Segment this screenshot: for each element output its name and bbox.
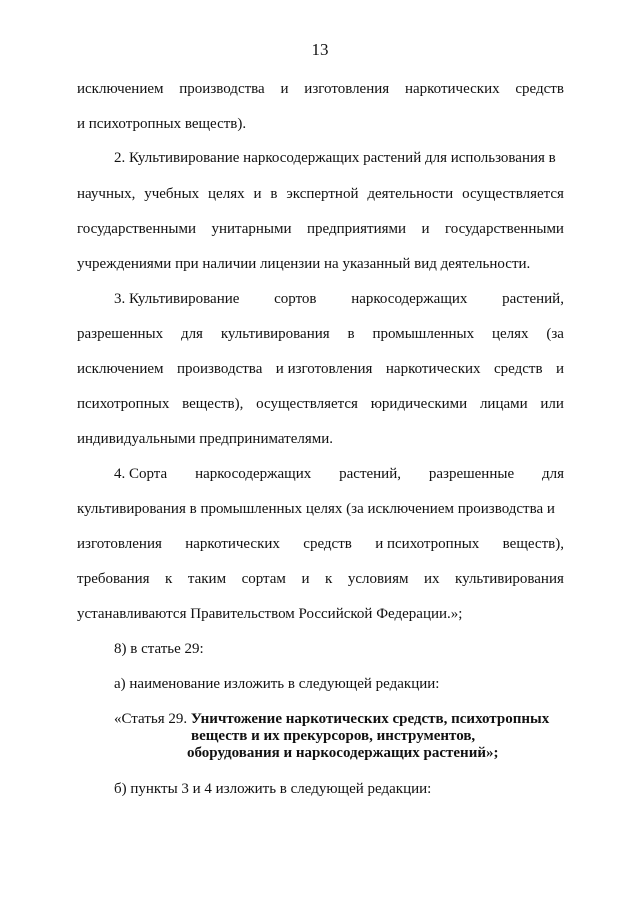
text-line: индивидуальными предпринимателями.	[77, 431, 334, 447]
article-title-part-1: Уничтожение наркотических средств, психотропных	[190, 711, 550, 727]
item-8-line: 8) в статье 29:	[114, 641, 204, 657]
word: и изготовления	[275, 361, 373, 377]
word: осуществляется	[462, 186, 564, 202]
word: государственными	[77, 221, 196, 237]
text-line	[77, 220, 564, 238]
word: (за	[546, 326, 564, 342]
word: и	[301, 571, 310, 587]
word: исключением	[77, 81, 164, 97]
word: 3. Культивирование	[114, 291, 240, 307]
word: веществ),	[182, 396, 244, 412]
word: производства	[179, 81, 265, 97]
item-b-line: б) пункты 3 и 4 изложить в следующей редакции:	[114, 781, 432, 797]
word: производства	[176, 361, 263, 377]
text-line	[77, 535, 564, 553]
text-line	[77, 185, 564, 203]
article-title-part-3: оборудования и наркосодержащих растений»;	[187, 745, 499, 761]
word: промышленных	[372, 326, 475, 342]
text-line	[77, 570, 564, 588]
word: наркотических	[404, 81, 500, 97]
word: в	[270, 186, 278, 202]
word: или	[540, 396, 564, 412]
word: целях	[208, 186, 245, 202]
word: культивирования	[455, 571, 564, 587]
word: растений,	[339, 466, 401, 482]
word: к	[325, 571, 333, 587]
word: в	[347, 326, 355, 342]
text-line: устанавливаются Правительством Российской Федерации.»;	[77, 606, 463, 622]
word: и	[555, 361, 564, 377]
text-line	[77, 360, 564, 378]
word: учебных	[144, 186, 200, 202]
word: целях	[491, 326, 529, 342]
word: наркосодержащих	[351, 291, 468, 307]
word: разрешенных	[77, 326, 164, 342]
word: для	[541, 466, 564, 482]
word: условиям	[347, 571, 409, 587]
article-heading-line-1	[114, 710, 549, 728]
article-title-part-2: веществ и их прекурсоров, инструментов,	[191, 728, 476, 744]
word: растений,	[502, 291, 564, 307]
word: изготовления	[77, 536, 162, 552]
word: экспертной	[286, 186, 359, 202]
article-heading-line-2	[191, 727, 475, 745]
text-line: культивирования в промышленных целях (за исключением производства и	[77, 501, 555, 517]
text-line	[77, 325, 564, 343]
word: для	[180, 326, 203, 342]
text-line	[77, 395, 564, 413]
word: наркосодержащих	[195, 466, 312, 482]
word: деятельности	[367, 186, 454, 202]
word: лицами	[479, 396, 528, 412]
word: осуществляется	[256, 396, 358, 412]
word: и	[280, 81, 289, 97]
paragraph-4-first-line	[114, 465, 564, 483]
word: средств	[303, 536, 352, 552]
word: веществ),	[502, 536, 564, 552]
text-line	[77, 80, 564, 98]
paragraph-3-first-line	[114, 290, 564, 308]
article-heading-line-3	[187, 744, 498, 762]
word: разрешенные	[428, 466, 515, 482]
word: требования	[77, 571, 150, 587]
word: и психотропных	[375, 536, 480, 552]
word: унитарными	[211, 221, 292, 237]
word: научных,	[77, 186, 136, 202]
paragraph-2-first-line: 2. Культивирование наркосодержащих растений для использования в	[114, 150, 556, 166]
word: государственными	[444, 221, 564, 237]
word: психотропных	[77, 396, 170, 412]
item-a-line: а) наименование изложить в следующей редакции:	[114, 676, 440, 692]
word: таким	[187, 571, 227, 587]
word: и	[421, 221, 430, 237]
word: юридическими	[370, 396, 468, 412]
word: и	[253, 186, 262, 202]
word: предприятиями	[306, 221, 407, 237]
word: наркотических	[185, 536, 280, 552]
word: сортов	[274, 291, 317, 307]
word: наркотических	[385, 361, 481, 377]
text-line: учреждениями при наличии лицензии на указанный вид деятельности.	[77, 256, 531, 272]
word: их	[423, 571, 440, 587]
word: исключением	[77, 361, 164, 377]
page-number: 13	[311, 40, 329, 59]
word: изготовления	[304, 81, 390, 97]
article-prefix: «Статья 29.	[114, 711, 188, 727]
word: к	[165, 571, 173, 587]
word: сортам	[241, 571, 286, 587]
word: культивирования	[220, 326, 330, 342]
word: средств	[493, 361, 543, 377]
word: средств	[515, 81, 564, 97]
word: 4. Сорта	[114, 466, 168, 482]
text-line: и психотропных веществ).	[77, 116, 247, 132]
